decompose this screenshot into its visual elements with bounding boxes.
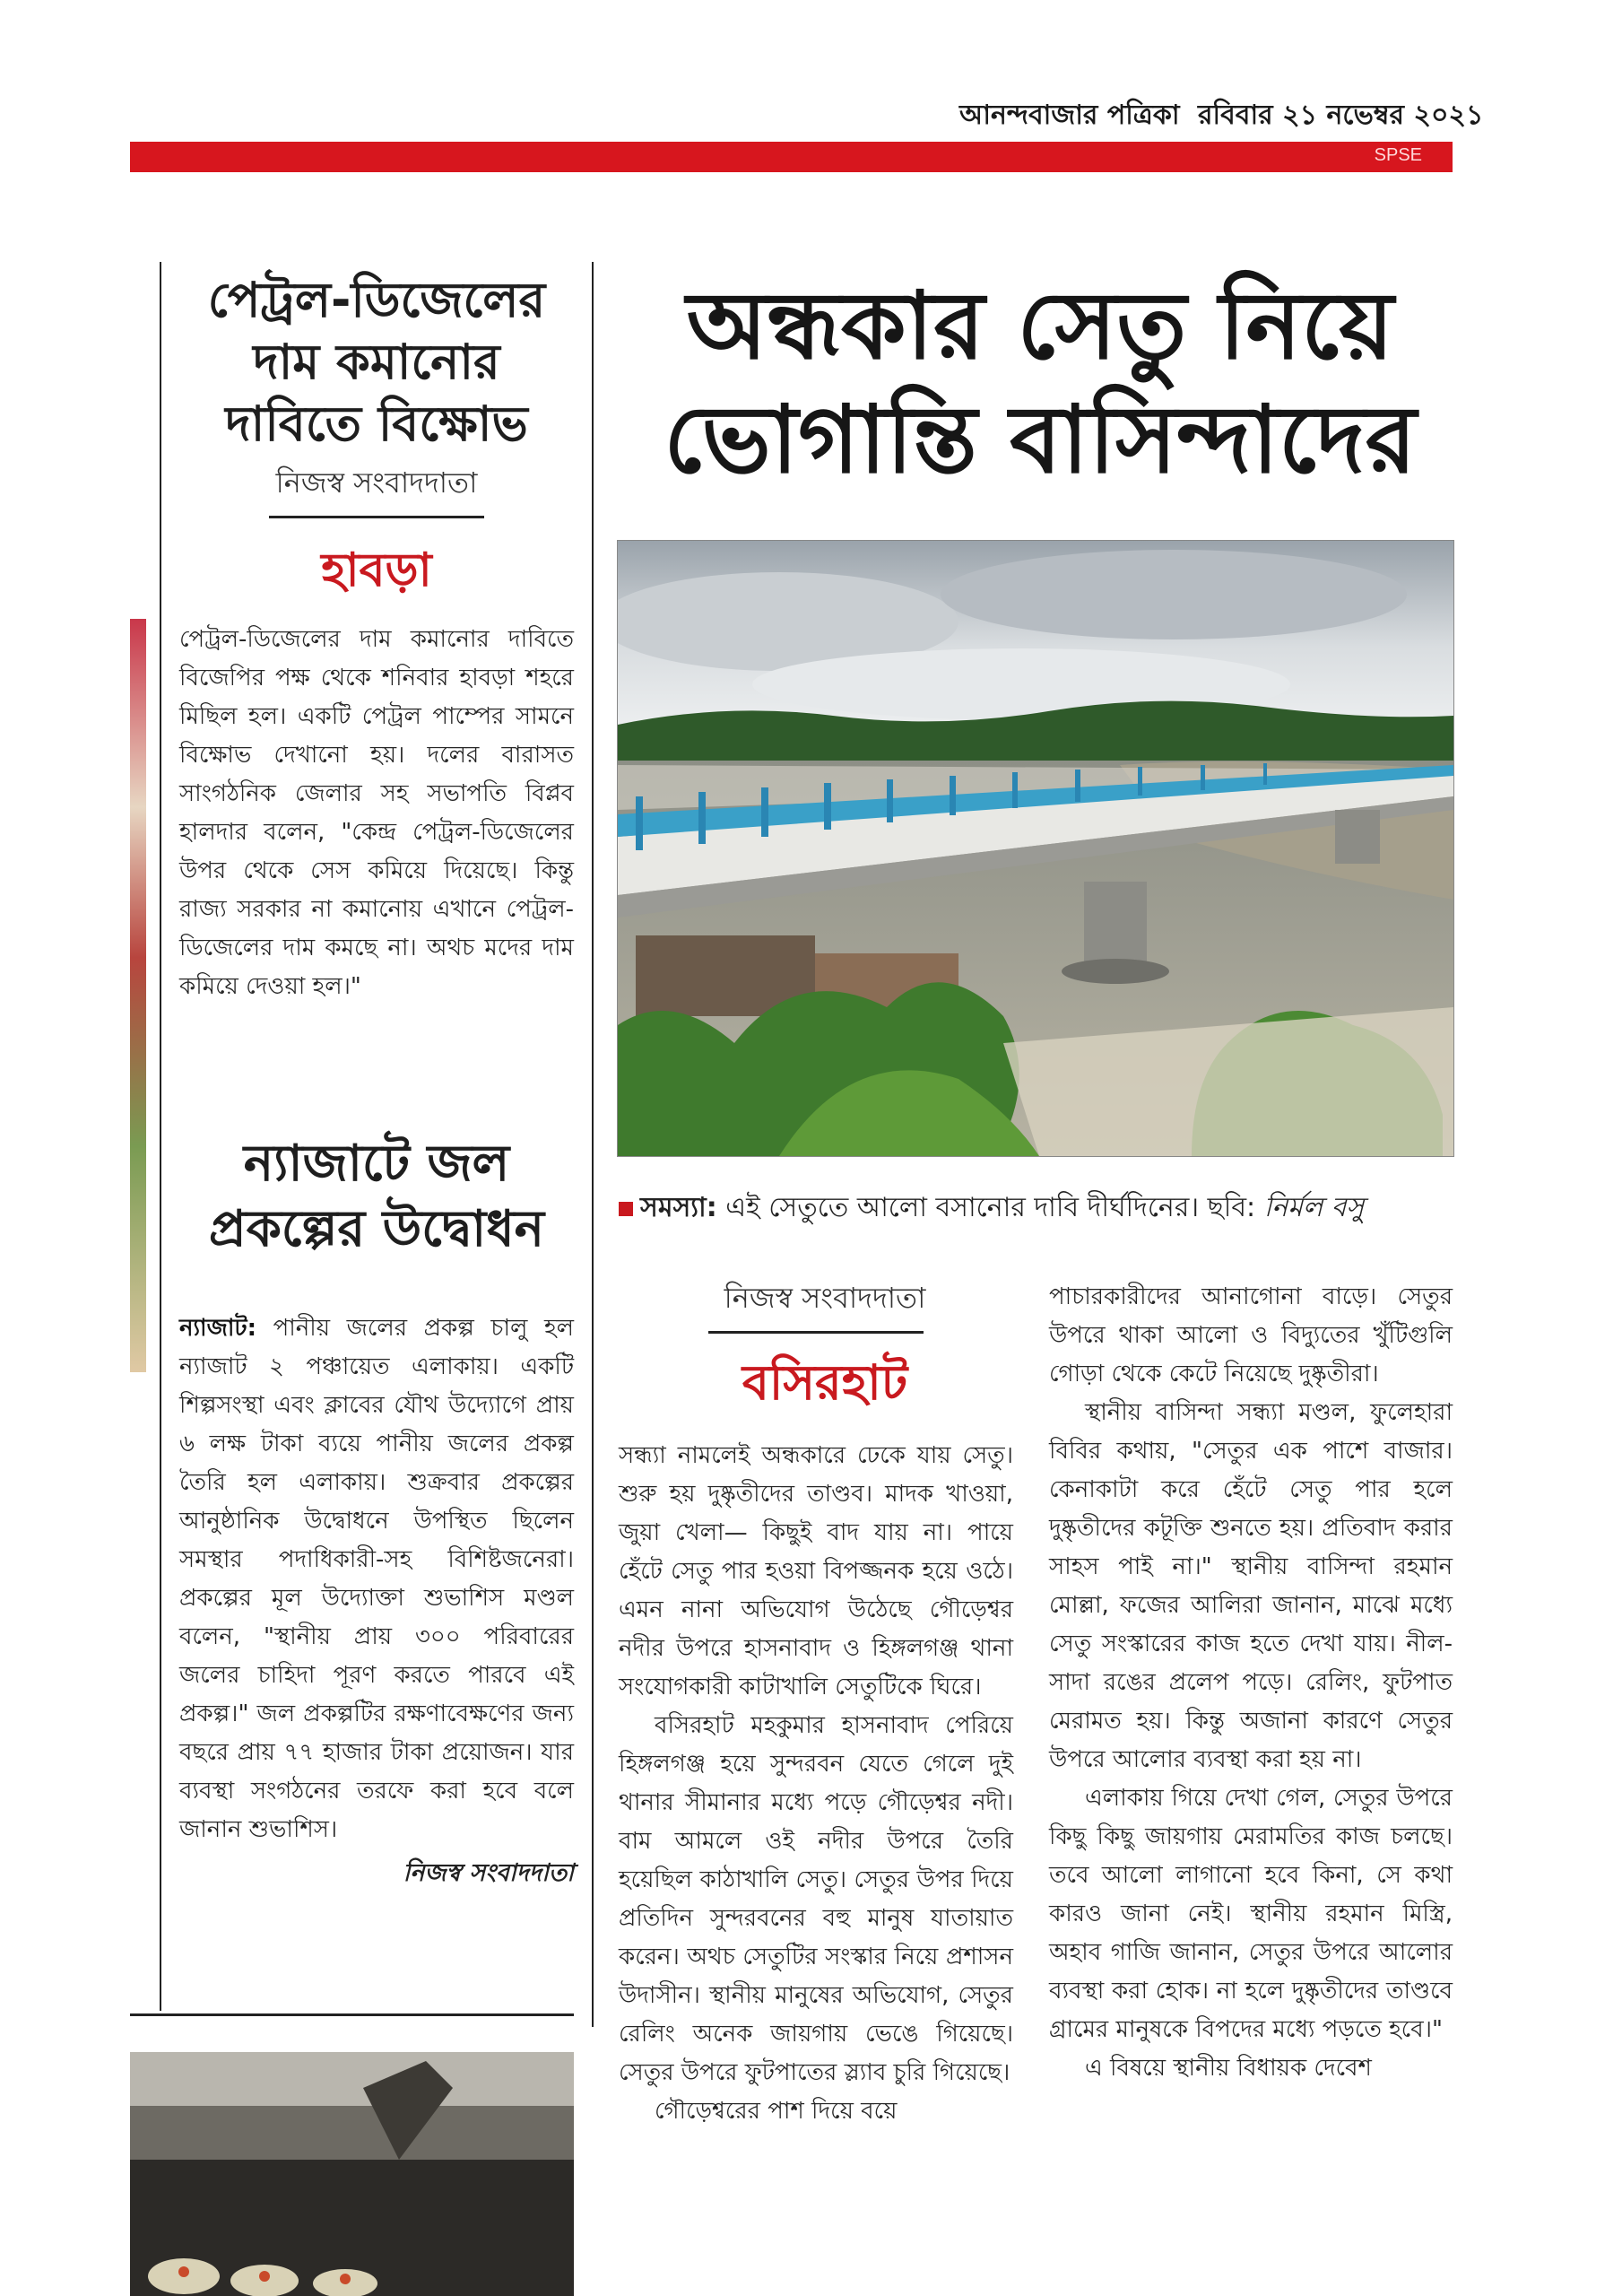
issue-date: রবিবার ২১ নভেম্বর ২০২১ [1197, 100, 1484, 131]
main-story-text-3: গৌড়েশ্বরের পাশ দিয়ে বয়ে [655, 2098, 898, 2125]
adjacent-page-edge [130, 619, 146, 1372]
photo-caption: সমস্যা: এই সেতুতে আলো বসানোর দাবি দীর্ঘদিনের। ছবি: নির্মল বসু [619, 1186, 1462, 1231]
main-story-text-4: পাচারকারীদের আনাগোনা বাড়ে। সেতুর উপরে থাকা আলো ও বিদ্যুতের খুঁটিগুলি গোড়া থেকে কেটে নিয়েছে দুষ্কৃতীরা। [1049, 1283, 1453, 1387]
page-header [959, 93, 1484, 139]
second-story-headline: ন্যাজাটে জল প্রকল্পের উদ্বোধন [208, 1135, 545, 1258]
main-story-byline: নিজস্ব সংবাদদাতা [724, 1281, 926, 1315]
main-story-place: বসিরহাট [742, 1353, 908, 1411]
main-headline: অন্ধকার সেতু নিয়ে ভোগান্তি বাসিন্দাদের [664, 271, 1417, 494]
main-story-text-1: সন্ধ্যা নামলেই অন্ধকারে ঢেকে যায় সেতু। শুরু হয় দুষ্কৃতীদের তাণ্ডব। মাদক খাওয়া, জুয়া খেলা— কিছুই বাদ যায় না। পায়ে হেঁটে সেতু পার হওয়া বিপজ্জনক হয়ে ওঠে। এমন নানা অভিযোগ উঠেছে গৌড়েশ্বর নদীর উপরে হাসনাবাদ ও হিঙ্গলগঞ্জ থানা সংযোগকারী কাটাখালি সেতুটিকে ঘিরে। [619, 1442, 1013, 1700]
column-rule-middle [592, 262, 594, 2027]
left-story-byline: নিজস্ব সংবাদদাতা [275, 465, 478, 500]
masthead: আনন্দবাজার পত্রিকা [959, 100, 1180, 131]
left-story [179, 269, 574, 1006]
main-story-col-2 [1049, 1278, 1453, 2088]
header-red-bar [130, 142, 1453, 172]
main-byline-rule [708, 1331, 924, 1334]
second-story-body: ন্যাজাট: পানীয় জলের প্রকল্প চালু হল ন্যাজাট ২ পঞ্চায়েত এলাকায়। একটি শিল্পসংস্থা এবং ক্লাবের যৌথ উদ্যোগে প্রায় ৬ লক্ষ টাকা ব্যয়ে পানীয় জলের প্রকল্প তৈরি হল এলাকায়। শুক্রবার প্রকল্পের আনুষ্ঠানিক উদ্বোধনে উপস্থিত ছিলেন সমস্থার পদাধিকারী-সহ বিশিষ্টজনেরা। প্রকল্পের মূল উদ্যোক্তা শুভাশিস মণ্ডল বলেন, "স্থানীয় প্রায় ৩০০ পরিবারের জলের চাহিদা পূরণ করতে পারবে এই প্রকল্প।" জল প্রকল্পটির রক্ষণাবেক্ষণের জন্য বছরে প্রায় ৭৭ হাজার টাকা প্রয়োজন। যার ব্যবস্থা সংগঠনের তরফে করা হবে বলে জানান শুভাশিস। [179, 1314, 574, 1843]
column-rule-left [160, 262, 161, 2011]
left-story-place: হাবড়া [321, 543, 432, 598]
left-story-body: পেট্রল-ডিজেলের দাম কমানোর দাবিতে বিজেপির পক্ষ থেকে শনিবার হাবড়া শহরে মিছিল হল। একটি পেট্রল পাম্পের সামনে বিক্ষোভ দেখানো হয়। দলের বারাসত সাংগঠনিক জেলার সহ সভাপতি বিপ্লব হালদার বলেন, "কেন্দ্র পেট্রল-ডিজেলের উপর থেকে সেস কমিয়ে দিয়েছে। কিন্তু রাজ্য সরকার না কমানোয় এখানে পেট্রল-ডিজেলের দাম কমছে না। অথচ মদের দাম কমিয়ে দেওয়া হল।" [179, 626, 574, 1001]
bottom-rule [130, 2013, 574, 2016]
bridge-photo [617, 540, 1454, 1157]
caption-marker [619, 1202, 633, 1216]
main-story-col-1 [619, 1275, 1013, 2131]
byline-rule [269, 516, 484, 518]
main-story-text-5: স্থানীয় বাসিন্দা সন্ধ্যা মণ্ডল, ফুলেহারা বিবির কথায়, "সেতুর এক পাশে বাজার। কেনাকাটা করে হেঁটে সেতু পার হলে দুষ্কৃতীদের কটূক্তি শুনতে হয়। প্রতিবাদ করার সাহস পাই না।" স্থানীয় বাসিন্দা রহমান মোল্লা, ফজের আলিরা জানান, মাঝে মধ্যে সেতু সংস্কারের কাজ হতে দেখা যায়। নীল-সাদা রঙের প্রলেপ পড়ে। রেলিং, ফুটপাত মেরামত হয়। কিন্তু অজানা কারণে সেতুর উপরে আলোর ব্যবস্থা করা হয় না। [1049, 1399, 1453, 1773]
left-story-headline: পেট্রল-ডিজেলের দাম কমানোর দাবিতে বিক্ষোভ [207, 272, 546, 453]
second-story [179, 1132, 574, 1895]
second-story-dateline: ন্যাজাট: [179, 1314, 256, 1342]
main-story-text-7: এ বিষয়ে স্থানীয় বিধায়ক দেবেশ [1085, 2055, 1372, 2082]
main-story-text-2: বসিরহাট মহকুমার হাসনাবাদ পেরিয়ে হিঙ্গলগঞ্জ হয়ে সুন্দরবন যেতে গেলে দুই থানার সীমানার মধ্যে পড়ে গৌড়েশ্বর নদী। বাম আমলে ওই নদীর উপরে তৈরি হয়েছিল কাঠাখালি সেতু। সেতুর উপর দিয়ে প্রতিদিন সুন্দরবনের বহু মানুষ যাতায়াত করেন। অথচ সেতুটির সংস্কার নিয়ে প্রশাসন উদাসীন। স্থানীয় মানুষের অভিযোগ, সেতুর রেলিং অনেক জায়গায় ভেঙে গিয়েছে। সেতুর উপরে ফুটপাতের স্ল্যাব চুরি গিয়েছে। [619, 1712, 1013, 2086]
second-story-signature: নিজস্ব সংবাদদাতা [403, 1858, 574, 1887]
main-story-text-6: এলাকায় গিয়ে দেখা গেল, সেতুর উপরে কিছু কিছু জায়গায় মেরামতির কাজ চলছে। তবে আলো লাগানো হবে কিনা, সে কথা কারও জানা নেই। স্থানীয় রহমান মিস্ত্রি, অহাব গাজি জানান, সেতুর উপরে আলোর ব্যবস্থা করা হোক। না হলে দুষ্কৃতীদের তাণ্ডবে গ্রামের মানুষকে বিপদের মধ্যে পড়তে হবে।" [1049, 1785, 1453, 2043]
page-code: SPSE [1374, 145, 1422, 165]
bottom-left-photo [130, 2052, 574, 2296]
